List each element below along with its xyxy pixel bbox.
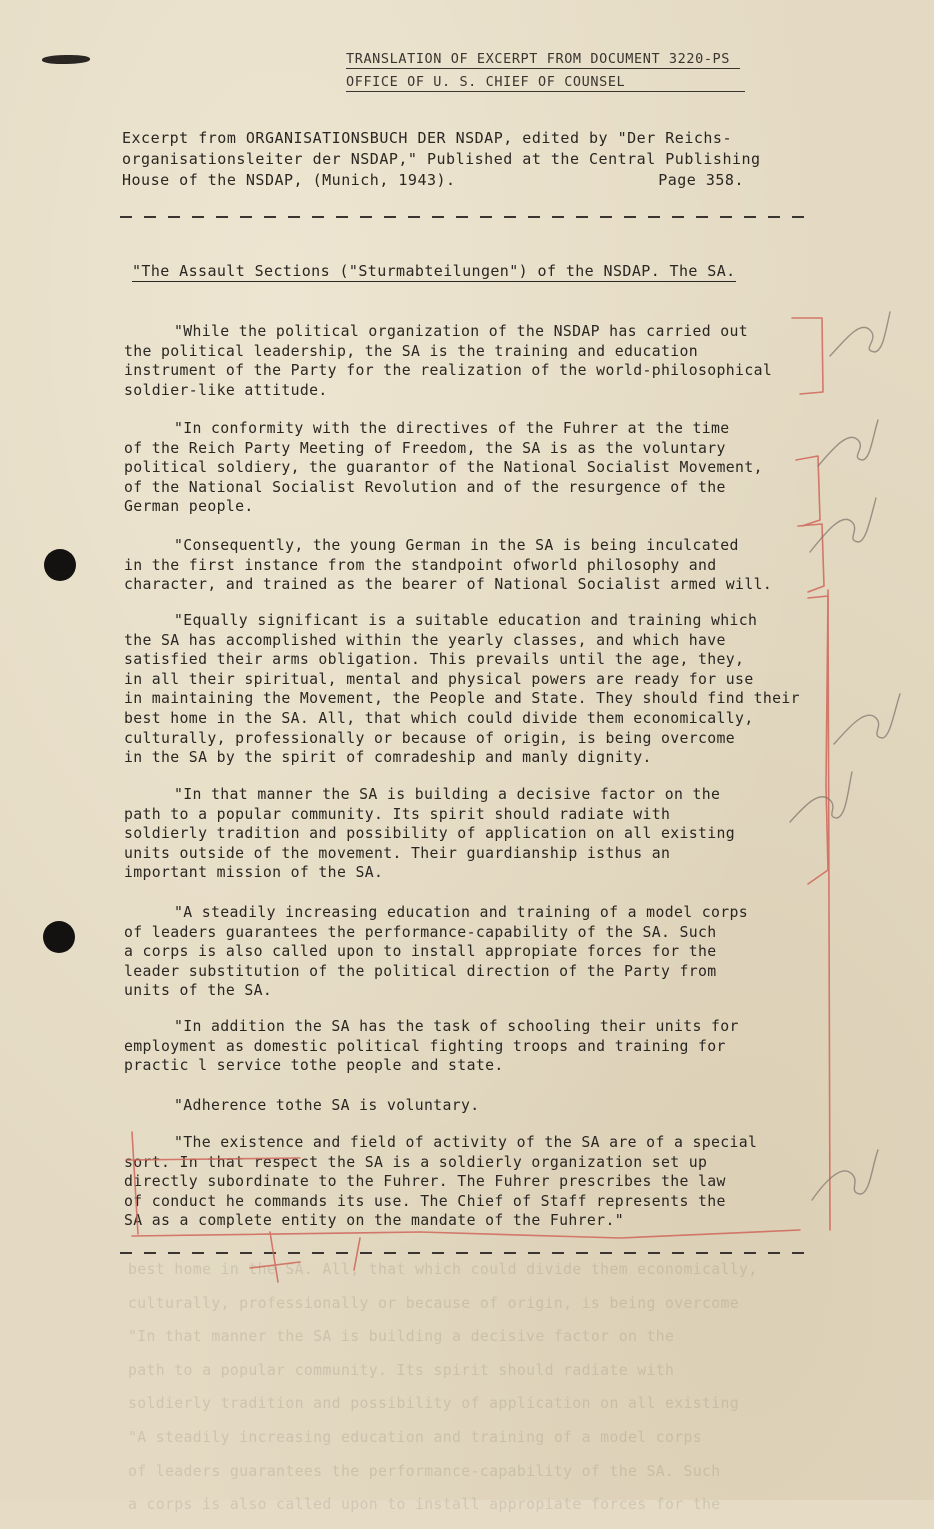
text-line: political soldiery, the guarantor of the National Socialist Movement, xyxy=(124,459,763,477)
text-line: in the first instance from the standpoint ofworld philosophy and xyxy=(124,556,717,574)
text-line: "While the political organization of the NSDAP has carried out xyxy=(174,323,749,340)
text-line: employment as domestic political fighting troops and training for xyxy=(124,1037,726,1055)
office-heading: OFFICE OF U. S. CHIEF OF COUNSEL xyxy=(346,73,745,92)
source-line-2: organisationsleiter der NSDAP," Published at the Central Publishing xyxy=(122,150,761,168)
text-line: "In that manner the SA is building a decisive factor on the xyxy=(174,786,721,803)
translation-heading: TRANSLATION OF EXCERPT FROM DOCUMENT 3220-PS xyxy=(346,50,740,69)
check-mark-6 xyxy=(812,1150,878,1200)
source-line-3: House of the NSDAP, (Munich, 1943). xyxy=(122,171,456,189)
text-line: SA as a complete entity on the mandate of the Fuhrer." xyxy=(124,1212,624,1230)
text-line: "The existence and field of activity of the SA are of a special xyxy=(174,1134,758,1151)
text-line: in maintaining the Movement, the People and State. They should find their xyxy=(124,690,800,708)
cross-stroke-2 xyxy=(354,1238,360,1270)
show-through-line: culturally, professionally or because of origin, is being overcome xyxy=(128,1294,740,1312)
text-line: of the National Socialist Revolution and of the resurgence of the xyxy=(124,478,726,496)
text-line: "A steadily increasing education and training of a model corps xyxy=(174,904,749,921)
section-title: "The Assault Sections ("Sturmabteilungen") of the NSDAP. The SA. xyxy=(132,262,736,280)
text-line: path to a popular community. Its spirit should radiate with xyxy=(124,805,671,823)
text-line: important mission of the SA. xyxy=(124,864,384,882)
text-line: in the SA by the spirit of comradeship and manly dignity. xyxy=(124,749,652,767)
check-mark-1 xyxy=(830,312,890,356)
bracket-paragraph-3 xyxy=(798,524,824,592)
text-line: leader substitution of the political direction of the Party from xyxy=(124,962,717,980)
text-line: satisfied their arms obligation. This prevails until the age, they, xyxy=(124,651,745,669)
show-through-line: soldierly tradition and possibility of application on all existing xyxy=(128,1395,740,1413)
text-line: "In conformity with the directives of the Fuhrer at the time xyxy=(174,420,730,437)
show-through-line: "In that manner the SA is building a decisive factor on the xyxy=(128,1328,675,1346)
text-line: "Consequently, the young German in the SA is being inculcated xyxy=(174,537,739,554)
check-mark-4 xyxy=(834,694,900,744)
show-through-line: path to a popular community. Its spirit should radiate with xyxy=(128,1361,675,1379)
show-through-line: a corps is also called upon to install appropiate forces for the xyxy=(128,1496,721,1514)
text-line: the political leadership, the SA is the training and education xyxy=(124,342,699,360)
text-line: the SA has accomplished within the yearly classes, and which have xyxy=(124,631,726,649)
check-mark-5 xyxy=(790,772,852,822)
bracket-paragraph-5 xyxy=(808,785,828,884)
check-mark-2 xyxy=(818,420,878,466)
show-through-line: best home in the SA. All, that which could divide them economically, xyxy=(128,1261,758,1278)
show-through-line: "A steadily increasing education and training of a model corps xyxy=(128,1428,703,1446)
text-line: sort. In that respect the SA is a soldierly organization set up xyxy=(124,1153,708,1171)
text-line: "In addition the SA has the task of schooling their units for xyxy=(174,1018,739,1035)
show-through-line: of leaders guarantees the performance-capability of the SA. Such xyxy=(128,1462,721,1480)
text-line: practic l service tothe people and state. xyxy=(124,1057,504,1075)
text-line: of conduct he commands its use. The Chief of Staff represents the xyxy=(124,1192,726,1210)
text-line: "Equally significant is a suitable education and training which xyxy=(174,612,758,629)
text-line: German people. xyxy=(124,498,254,516)
margin-line-right xyxy=(828,590,830,1230)
text-line: character, and trained as the bearer of National Socialist armed will. xyxy=(124,576,773,594)
page-number: Page 358. xyxy=(658,171,744,189)
underline-final xyxy=(132,1230,800,1238)
text-line: in all their spiritual, mental and physical powers are ready for use xyxy=(124,670,754,688)
underline-faint xyxy=(126,1158,300,1160)
text-line: a corps is also called upon to install appropiate forces for the xyxy=(124,943,717,961)
text-line: of leaders guarantees the performance-capability of the SA. Such xyxy=(124,923,717,941)
source-line-1: Excerpt from ORGANISATIONSBUCH DER NSDAP, edited by "Der Reichs- xyxy=(122,129,732,147)
text-line: "Adherence tothe SA is voluntary. xyxy=(174,1097,480,1114)
text-line: culturally, professionally or because of origin, is being overcome xyxy=(124,729,736,747)
text-line: instrument of the Party for the realization of the world-philosophical xyxy=(124,362,773,380)
cross-stroke xyxy=(250,1232,300,1282)
text-line: of the Reich Party Meeting of Freedom, the SA is as the voluntary xyxy=(124,439,726,457)
text-line: soldier-like attitude. xyxy=(124,381,328,399)
bracket-final-paragraph xyxy=(132,1132,138,1234)
text-line: units outside of the movement. Their guardianship isthus an xyxy=(124,844,671,862)
bracket-paragraph-4 xyxy=(808,596,828,785)
bracket-paragraph-1 xyxy=(792,318,823,394)
bracket-paragraph-2 xyxy=(796,456,820,526)
text-line: units of the SA. xyxy=(124,982,273,1000)
text-line: directly subordinate to the Fuhrer. The Fuhrer prescribes the law xyxy=(124,1173,726,1191)
text-line: soldierly tradition and possibility of application on all existing xyxy=(124,825,736,843)
text-line: best home in the SA. All, that which could divide them economically, xyxy=(124,709,754,727)
